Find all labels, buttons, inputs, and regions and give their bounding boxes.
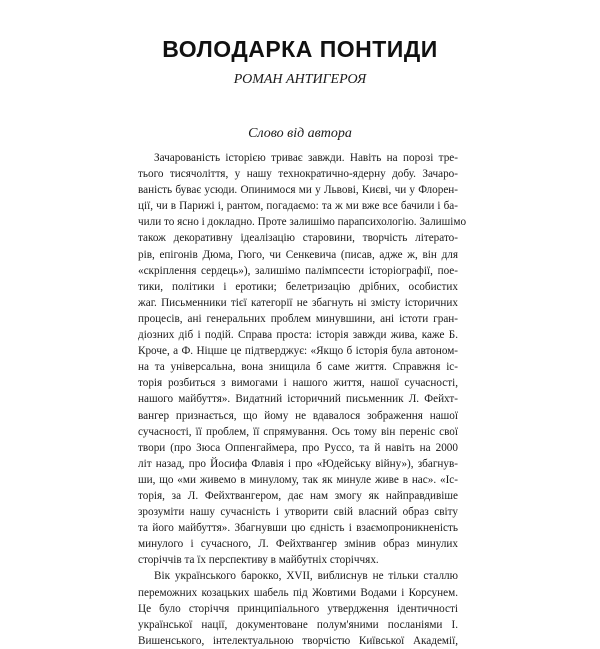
text-line: української нації, документоване полум'яними посланіями І. <box>138 618 458 631</box>
section-heading: Слово від автора <box>248 126 352 141</box>
text-line: нашого майбуття». Видатний історичний письменник Л. Фейхт- <box>138 393 458 406</box>
text-line: літ назад, про Йосифа Флавія і про «Юдейську війну»), збагнув- <box>138 457 458 470</box>
text-line: також декоративну ідеалізацію старовини, творчість літерато- <box>138 232 458 245</box>
text-line: вангер признається, що йому не вдавалося зображення нашої <box>138 409 458 422</box>
text-line: ши, що «ми живемо в минулому, так як минуле живе в нас». «Іс- <box>138 473 458 486</box>
text-line: Вишенського, інтелектуальною творчістю Київської Академії, <box>138 634 458 647</box>
text-line: Вік українського барокко, XVII, виблиснув не тільки сталлю <box>154 570 458 583</box>
text-line: зрозуміти нашу сучасність і утворити свій власний образ світу <box>138 506 458 519</box>
body-text <box>138 150 467 647</box>
book-subtitle: РОМАН АНТИГЕРОЯ <box>233 72 367 87</box>
text-line: ваність буває усюди. Опинимося ми у Львові, Києві, чи у Флорен- <box>138 184 458 197</box>
text-line: тього тисячоліття, у нашу технократично-ядерну добу. Зачаро- <box>138 168 458 181</box>
text-line: сучасності, її проблем, її спрямування. Ось тому він переніс свої <box>138 425 458 438</box>
text-line: Кроче, а Ф. Ніцше це підтверджує: «Якщо б історія була автоном- <box>138 345 458 358</box>
text-line: чили то ясно і докладно. Проте залишімо парапсихологію. Залишімо <box>138 216 467 229</box>
text-line: на та універсальна, вона знищила б саме життя. Справжня іс- <box>138 361 458 374</box>
text-line: жаг. Письменники тієї категорії не збагнуть ні змісту історичних <box>138 296 458 309</box>
text-line: твори (про Зюса Оппенгаймера, про Руссо, та й навіть на 2000 <box>138 441 458 454</box>
text-line: Це було сторіччя принципіального утвердження ідентичності <box>138 602 458 615</box>
text-line: тики, політики і еротики; белетризацію дрібних, особистих <box>138 280 458 293</box>
text-line: торія розбиться з вимогами і нашого життя, нашої сучасності, <box>138 377 458 390</box>
book-title: ВОЛОДАРКА ПОНТИДИ <box>162 36 438 62</box>
text-line: та його майбуття». Збагнувши цю єдність і взаємопроникненість <box>138 522 458 535</box>
text-line: торія, за Л. Фейхтвангером, дає нам змогу як найправдивіше <box>138 489 458 502</box>
text-line: сторіччів та їх перспективу в майбутніх сторіччях. <box>138 554 379 567</box>
text-line: «скріплення сердець»), залишімо палімпсести історіографії, пое- <box>138 264 458 277</box>
text-line: Зачарованість історією триває завжди. Навіть на порозі тре- <box>154 152 458 164</box>
text-line: процесів, ані генеральних проблем минувшини, ані істоти гран- <box>138 312 458 325</box>
text-line: переможних козацьких шабель під Жовтими Водами і Корсунем. <box>138 586 458 599</box>
text-line: діозних діб і подій. Справа проста: історія завжди жива, каже Б. <box>138 329 458 342</box>
text-line: минулого і сучасного, Л. Фейхтвангер змінив образ минулих <box>138 538 458 551</box>
text-line: ції, чи в Парижі і, рантом, погадаємо: та ж ми вже все бачили і ба- <box>138 200 458 213</box>
text-line: рів, епігонів Дюма, Гюго, чи Сенкевича (писав, адже ж, він для <box>138 248 458 261</box>
